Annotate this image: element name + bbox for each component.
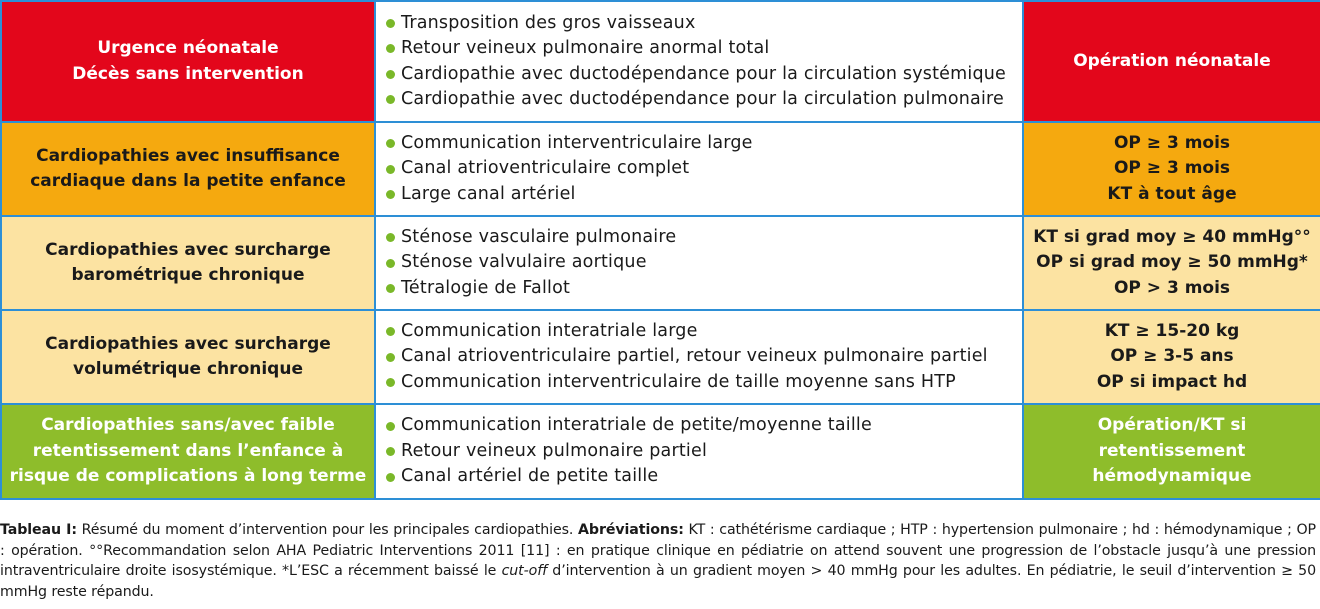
- action-line: OP si impact hd: [1096, 371, 1248, 392]
- category-line: barométrique chronique: [71, 265, 305, 285]
- list-item: [386, 62, 1022, 88]
- bullet-dot-icon: [386, 95, 395, 104]
- category-line: retentissement dans l’enfance à: [32, 440, 344, 461]
- table-row: [1, 122, 1320, 216]
- action-line: OP ≥ 3 mois: [1113, 158, 1231, 179]
- action-cell: [1023, 310, 1320, 404]
- action-line: hémodynamique: [1092, 466, 1252, 487]
- list-item: [386, 36, 1022, 62]
- item-text: Sténose valvulaire aortique: [401, 252, 647, 273]
- list-item: [386, 87, 1022, 113]
- item-text: Cardiopathie avec ductodépendance pour la circulation pulmonaire: [401, 89, 1004, 109]
- list-item: [386, 182, 1022, 208]
- bullet-dot-icon: [386, 233, 395, 242]
- items-cell: [375, 216, 1023, 310]
- action-cell: [1023, 1, 1320, 122]
- bullet-dot-icon: [386, 190, 395, 199]
- item-text: Canal artériel de petite taille: [401, 466, 659, 487]
- table-row: [1, 216, 1320, 310]
- list-item: [386, 131, 1022, 157]
- category-line: Urgence néonatale: [97, 38, 279, 58]
- list-item: [386, 276, 1022, 302]
- bullet-dot-icon: [386, 259, 395, 268]
- item-text: Tétralogie de Fallot: [401, 277, 571, 298]
- bullet-dot-icon: [386, 19, 395, 28]
- action-line: KT à tout âge: [1107, 183, 1237, 204]
- item-text: Retour veineux pulmonaire anormal total: [401, 38, 770, 58]
- table-caption: [0, 520, 1316, 602]
- items-cell: [375, 310, 1023, 404]
- action-cell: [1023, 404, 1320, 499]
- category-cell: [1, 122, 375, 216]
- bullet-dot-icon: [386, 327, 395, 336]
- bullet-dot-icon: [386, 447, 395, 456]
- action-line: Opération/KT si: [1097, 415, 1247, 436]
- list-item: [386, 11, 1022, 37]
- bullet-dot-icon: [386, 422, 395, 431]
- category-cell: [1, 310, 375, 404]
- category-line: Décès sans intervention: [72, 63, 304, 84]
- action-line: retentissement: [1098, 440, 1246, 461]
- list-item: [386, 439, 1022, 465]
- action-cell: [1023, 216, 1320, 310]
- category-cell: [1, 1, 375, 122]
- category-line: Cardiopathies avec surcharge: [45, 239, 331, 260]
- action-line: KT si grad moy ≥ 40 mmHg°°: [1033, 226, 1311, 247]
- action-cell: [1023, 122, 1320, 216]
- caption-label: Tableau I:: [0, 522, 77, 538]
- caption-text: d’intervention à un gradient moyen > 40 mmHg pour les adultes. En pédiatrie, le seuil d’intervention ≥ 50 mmHg reste répandu.: [0, 563, 1317, 600]
- list-item: [386, 370, 1022, 396]
- list-item: [386, 156, 1022, 182]
- action-line: OP > 3 mois: [1113, 277, 1231, 298]
- item-text: Communication interventriculaire large: [401, 132, 753, 153]
- action-line: OP si grad moy ≥ 50 mmHg*: [1036, 252, 1308, 273]
- item-text: Retour veineux pulmonaire partiel: [401, 440, 708, 461]
- abbreviations-label: Abréviations:: [578, 522, 684, 538]
- item-text: Canal atrioventriculaire complet: [401, 158, 690, 179]
- item-text: Sténose vasculaire pulmonaire: [401, 226, 677, 247]
- caption-text: KT : cathétérisme cardiaque ; HTP : hypertension pulmonaire ; hd : hémodynamique ; OP : opération. °°Recommandation selon AHA Pediatric Interventions 2011 [11] : en pratique clinique en pédiatrie on attend souvent une progression de l’obstacle jusqu’à une pression intraventriculaire droite isosystémique. *L’ESC a récemment baissé le: [0, 522, 1316, 579]
- items-cell: [375, 122, 1023, 216]
- action-line: OP ≥ 3-5 ans: [1110, 346, 1234, 367]
- category-line: risque de complications à long terme: [9, 466, 367, 487]
- item-text: Canal atrioventriculaire partiel, retour veineux pulmonaire partiel: [401, 346, 988, 367]
- list-item: [386, 319, 1022, 345]
- caption-italic-text: cut-off: [501, 563, 548, 579]
- category-cell: [1, 404, 375, 499]
- category-line: Cardiopathies sans/avec faible: [41, 415, 335, 436]
- category-line: cardiaque dans la petite enfance: [30, 171, 346, 191]
- bullet-dot-icon: [386, 44, 395, 53]
- item-text: Transposition des gros vaisseaux: [401, 12, 696, 33]
- bullet-dot-icon: [386, 139, 395, 148]
- list-item: [386, 225, 1022, 251]
- item-text: Communication interatriale de petite/moyenne taille: [401, 415, 872, 436]
- list-item: [386, 413, 1022, 439]
- bullet-dot-icon: [386, 284, 395, 293]
- action-line: Opération néonatale: [1073, 50, 1271, 71]
- category-line: volumétrique chronique: [73, 359, 303, 379]
- bullet-dot-icon: [386, 378, 395, 387]
- caption-text: Résumé du moment d’intervention pour les principales cardiopathies.: [76, 522, 579, 538]
- items-cell: [375, 1, 1023, 122]
- bullet-dot-icon: [386, 473, 395, 482]
- bullet-dot-icon: [386, 70, 395, 79]
- table-row: [1, 404, 1320, 499]
- list-item: [386, 344, 1022, 370]
- item-text: Cardiopathie avec ductodépendance pour la circulation systémique: [401, 63, 1007, 84]
- action-line: KT ≥ 15-20 kg: [1104, 320, 1240, 341]
- category-cell: [1, 216, 375, 310]
- list-item: [386, 250, 1022, 276]
- item-text: Communication interatriale large: [401, 320, 698, 341]
- category-line: Cardiopathies avec insuffisance: [36, 145, 340, 166]
- table-row: [1, 1, 1320, 122]
- list-item: [386, 464, 1022, 490]
- bullet-dot-icon: [386, 165, 395, 174]
- item-text: Communication interventriculaire de taille moyenne sans HTP: [401, 371, 956, 392]
- category-line: Cardiopathies avec surcharge: [45, 333, 331, 354]
- table-row: [1, 310, 1320, 404]
- item-text: Large canal artériel: [401, 183, 576, 204]
- bullet-dot-icon: [386, 353, 395, 362]
- action-line: OP ≥ 3 mois: [1113, 132, 1231, 153]
- items-cell: [375, 404, 1023, 499]
- table-body: [1, 1, 1320, 499]
